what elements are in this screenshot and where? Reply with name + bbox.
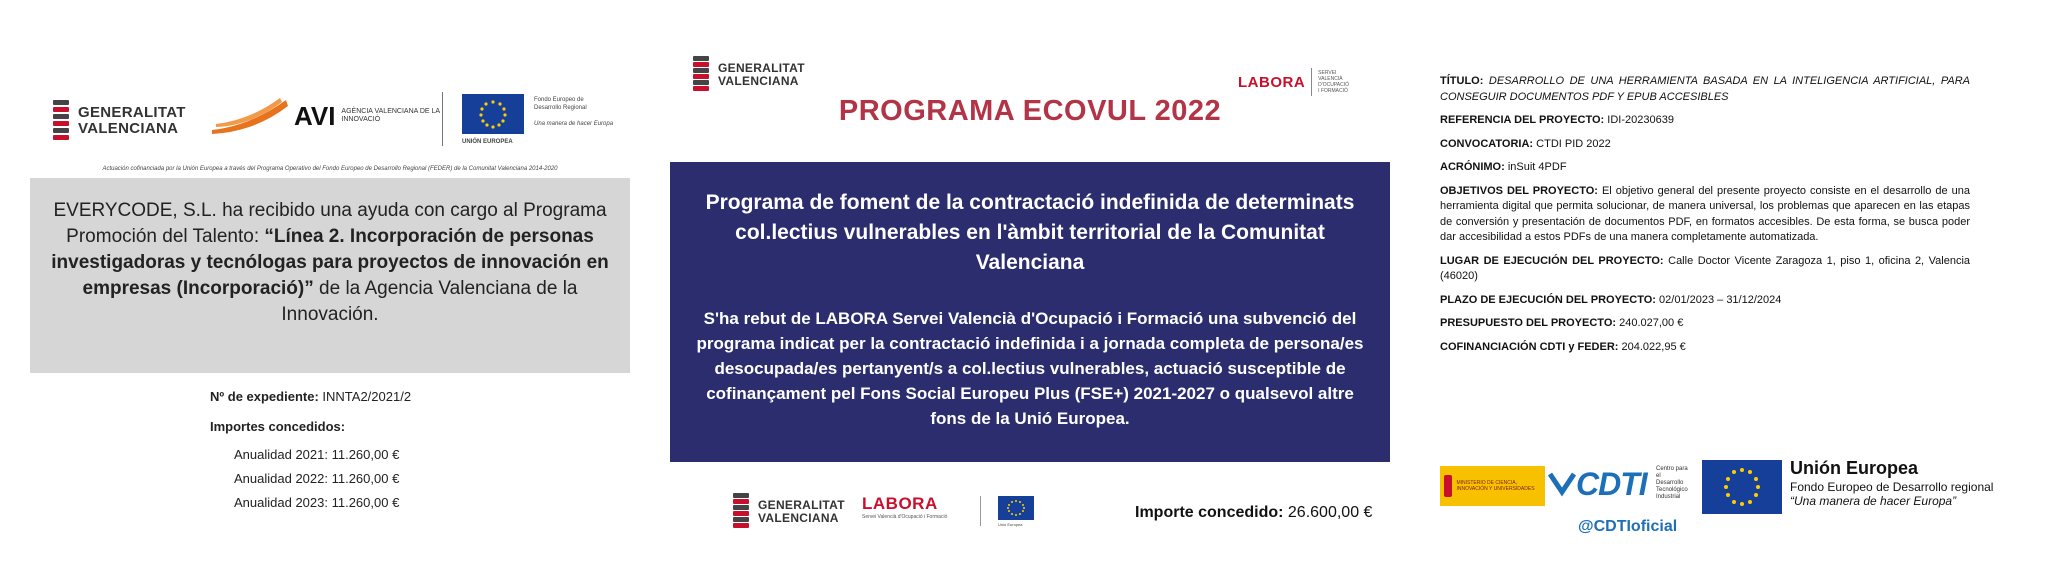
generalitat-crest-icon [50,98,72,144]
eu-flag-icon [462,94,524,134]
generalitat-line2: VALENCIANA [718,74,799,88]
panel-cdti-project [1440,74,1994,544]
generalitat-line1: GENERALITAT [718,61,805,75]
generalitat-line2: VALENCIANA [758,511,839,525]
panel-ecovul [670,50,1390,550]
plazo-label: PLAZO DE EJECUCIÓN DEL PROYECTO: [1440,293,1656,306]
ecovul-banner [670,162,1390,462]
expediente-label: Nº de expediente: [210,389,319,404]
cdti-word: CDTI [1576,466,1647,502]
labora-side-3: D'OCUPACIÓ [1318,82,1350,88]
objetivos-value: El objetivo general del presente proyecto consiste en el desarrollo de una herramienta digital que permita solucionar, de manera universal, los problemas que aparecen en las etapas de conversión y presentación de documentos PDF, en formatos accesibles. De esta forma, se busca poder dar accesibilidad a estos PDFs de una manera completamente automatizada. [1440,184,1970,243]
acronimo-value: inSuit 4PDF [1507,161,1567,173]
cofinanciacion-row [1440,340,1970,356]
cdti-arrow-icon [1548,470,1576,500]
generalitat-logo-small [730,492,845,532]
importes-list [210,443,411,515]
cdti-side-4: Industrial [1656,494,1681,500]
lugar-value: Calle Doctor Vicente Zaragoza 1, piso 1, oficina 2, Valencia (46020) [1440,254,1971,282]
ue-subtitle-block [1790,480,1993,508]
programa-title: PROGRAMA ECOVUL 2022 [838,95,1222,127]
funding-logos [1440,460,2000,540]
cofinanciacion-label: COFINANCIACIÓN CDTI y FEDER: [1440,340,1619,353]
generalitat-logo [690,55,805,95]
list-item: Anualidad 2023: 11.260,00 € [234,495,400,510]
generalitat-line1: GENERALITAT [78,104,186,121]
cdti-handle: @CDTIoficial [1578,518,1678,535]
ministry-text: MINISTERIO DE CIENCIA, INNOVACIÓN Y UNIVERSIDADES [1456,480,1535,492]
logo-divider [980,496,981,526]
grant-program-line: “Línea 2. Incorporación de personas investigadoras y tecnólogas para proyectos de innovación en empresas (Incorporació)” [51,226,609,299]
panel-avi-grant [30,80,630,540]
avi-logo [210,96,451,136]
grant-statement-box [30,178,630,373]
titulo-label: TÍTULO: [1440,75,1484,87]
objetivos-row [1440,184,1970,246]
presupuesto-label: PRESUPUESTO DEL PROYECTO: [1440,317,1617,329]
fund-motto: Una manera de hacer Europa [534,121,614,127]
acronimo-row [1440,160,1970,176]
generalitat-crest-icon [690,55,712,95]
convocatoria-value: CTDI PID 2022 [1536,137,1611,150]
eu-flag-icon [998,496,1034,520]
labora-word: LABORA [1238,73,1306,91]
labora-side-2: VALENCIÀ [1318,76,1343,82]
grant-outro: de la Agencia Valenciana de la Innovación. [281,278,578,325]
convocatoria-row [1440,137,1970,153]
labora-side-1: SERVEI [1318,70,1337,76]
importes-label: Importes concedidos: [210,419,346,434]
grant-details [210,385,411,515]
expediente-value: INNTA2/2021/2 [322,389,412,404]
grant-intro: EVERYCODE, S.L. ha recibido una ayuda con cargo al Programa Promoción del Talento: [53,200,607,247]
eu-label: UNIÓN EUROPEA [462,139,513,145]
fund-line1: Fondo Europeo de [534,97,584,103]
logo-divider [442,92,443,146]
spain-crest-icon [1444,475,1452,497]
labora-subtitle: Servei Valencià d'Ocupació i Formació [862,514,948,520]
importe-concedido [1135,504,1372,522]
cdti-side-2: Desarrollo [1656,480,1684,486]
presupuesto-value: 240.027,00 € [1619,317,1684,329]
plazo-row [1440,293,1970,309]
list-item: Anualidad 2021: 11.260,00 € [234,447,400,462]
acronimo-label: ACRÓNIMO: [1440,161,1505,173]
avi-word: AVI [294,100,336,131]
banner-heading: Programa de foment de la contractació indefinida de determinats col.lectius vulnerables en l'àmbit territorial de la Comunitat Valenciana [705,191,1355,274]
generalitat-logo [50,98,186,144]
labora-logo [1238,68,1349,96]
labora-side-4: I FORMACIÓ [1318,88,1348,94]
cofinanciacion-value: 204.022,95 € [1621,340,1686,353]
titulo-value: DESARROLLO DE UNA HERRAMIENTA BASADA EN LA INTELIGENCIA ARTIFICIAL, PARA CONSEGUIR DOCUMENTOS PDF Y EPUB ACCESIBLES [1440,75,1971,103]
lugar-row [1440,254,1970,285]
ministry-logo [1440,466,1545,506]
generalitat-line2: VALENCIANA [78,120,179,137]
referencia-label: REFERENCIA DEL PROYECTO: [1440,114,1605,126]
referencia-value: IDI-20230639 [1607,114,1674,126]
referencia-row [1440,113,1970,129]
amount-label: Importe concedido: [1135,504,1284,521]
cofinancing-note: Actuación cofinanciada por la Unión Europea a través del Programa Operativo del Fondo Europeo de Desarrollo Regional (FEDER) de la Comunitat Valenciana 2014-2020 [102,166,558,172]
ecovul-footer [730,488,1390,548]
logos-row [50,90,630,150]
cdti-side-1: Centro para el [1656,466,1688,479]
avi-swoosh-icon [210,96,290,136]
ue-motto: “Una manera de hacer Europa” [1790,494,1957,508]
generalitat-line1: GENERALITAT [758,498,845,512]
generalitat-crest-icon [730,492,752,532]
ue-subtitle: Fondo Europeo de Desarrollo regional [1790,480,1994,494]
banner-body: S'ha rebut de LABORA Servei Valencià d'Ocupació i Formació una subvenció del programa indicat per la contractació indefinida i a jornada completa de persona/es desocupada/es pertanyent/s a col.lectius vulnerables, actuació susceptible de cofinançament pel Fons Social Europeu Plus (FSE+) 2021-2027 o qualsevol altre fons de la Unió Europea. [696,309,1364,428]
eu-flag-icon [1702,460,1782,514]
presupuesto-row [1440,316,1970,332]
fund-line2: Desarrollo Regional [534,105,587,111]
list-item: Anualidad 2022: 11.260,00 € [234,471,400,486]
plazo-value: 02/01/2023 – 31/12/2024 [1659,293,1782,306]
labora-word: LABORA [862,494,938,513]
objetivos-label: OBJETIVOS DEL PROYECTO: [1440,184,1598,197]
cdti-logo [1548,464,1693,508]
eu-caption: Unió Europea [998,522,1023,527]
labora-logo-small [862,494,947,520]
cdti-side-3: Tecnológico [1656,487,1688,493]
titulo-row [1440,74,1970,105]
amount-value: 26.600,00 € [1287,504,1373,521]
ue-title: Unión Europea [1790,458,1919,478]
convocatoria-label: CONVOCATORIA: [1440,137,1534,150]
lugar-label: LUGAR DE EJECUCIÓN DEL PROYECTO: [1440,254,1664,267]
avi-subtitle: AGÈNCIA VALENCIANA DE LA INNOVACIÓ [341,108,440,123]
